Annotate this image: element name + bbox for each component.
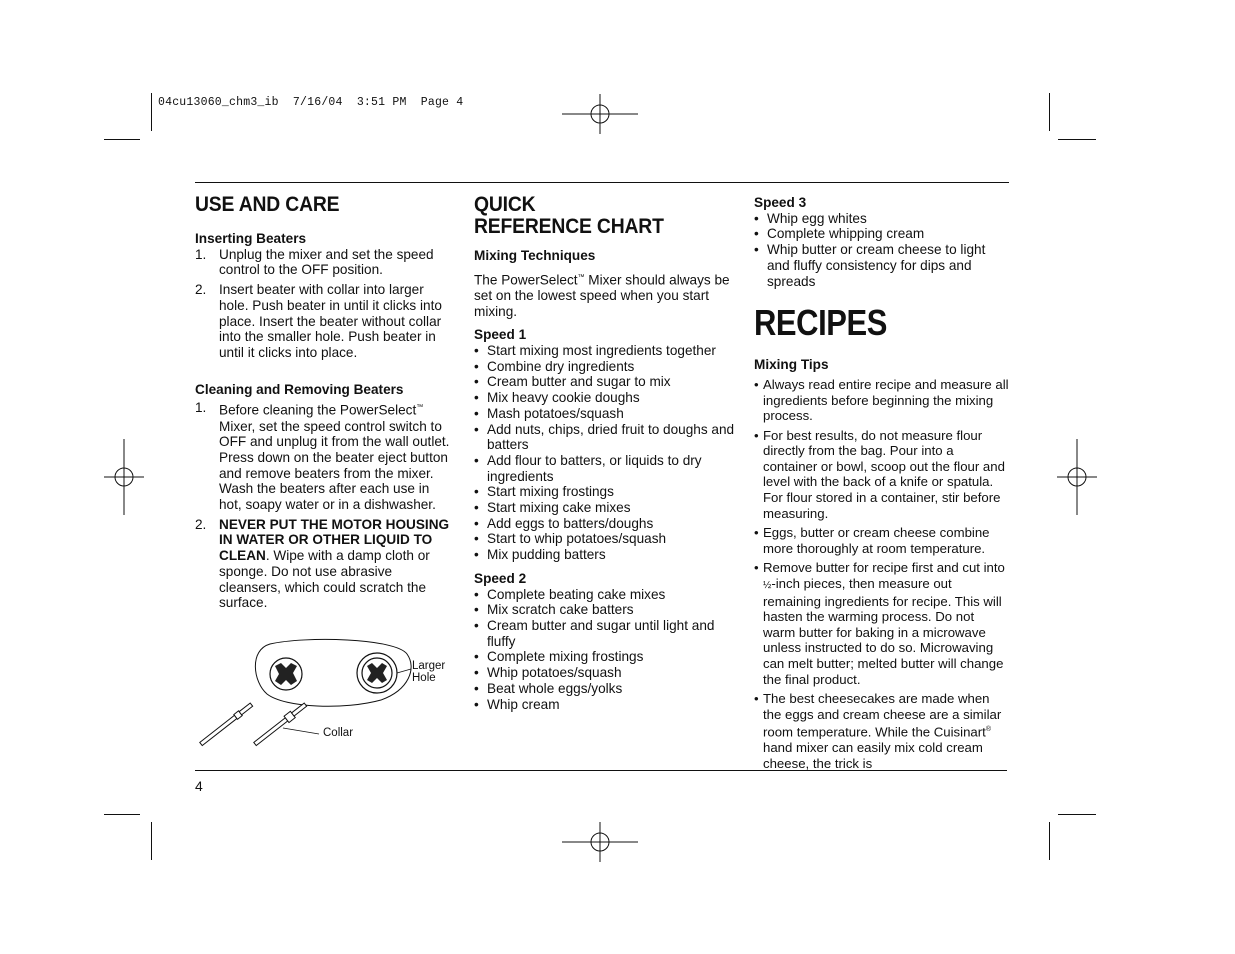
list-item: • Whip egg whites: [754, 210, 867, 226]
list-item: 2. Insert beater with collar into larger hole. Push beater in until it clicks into place. Insert the beater without collar into the smaller hole. Push beater in until it clicks into place.: [195, 282, 442, 360]
list-item: • Whip butter or cream cheese to light and fluffy consistency for dips and spreads: [754, 242, 986, 289]
larger-hole-label-line2: Hole: [412, 672, 436, 684]
cleaning-beaters-heading: Cleaning and Removing Beaters: [195, 381, 404, 397]
collar-label: Collar: [323, 727, 354, 739]
top-rule: [195, 182, 1009, 183]
list-item: • Start to whip potatoes/squash: [474, 531, 667, 547]
list-item: • Complete whipping cream: [754, 226, 925, 242]
inserting-steps: [195, 247, 450, 361]
list-item: • Cream butter and sugar to mix: [474, 374, 671, 390]
list-item: • Complete beating cake mixes: [474, 586, 666, 602]
speed-2-list: [474, 587, 739, 713]
list-item: 2. NEVER PUT THE MOTOR HOUSING IN WATER OR OTHER LIQUID TO CLEAN. Wipe with a damp cloth or sponge. Do not use abrasive cleansers, which could scratch the surface.: [195, 516, 450, 611]
list-item: • Start mixing frostings: [474, 484, 614, 500]
mixing-tips-list: [754, 377, 1009, 772]
list-item: 1. Before cleaning the PowerSelect™ Mixer, set the speed control switch to OFF and unplug it from the wall outlet. Press down on the beater eject button and remove beaters from the mixer. Wash the beaters after each use in hot, soapy water or in a dishwasher.: [195, 400, 450, 513]
use-and-care-title: USE AND CARE: [195, 192, 340, 216]
print-slug: 04cu13060_chm3_ib 7/16/04 3:51 PM Page 4: [158, 96, 464, 109]
recipes-title: RECIPES: [754, 302, 887, 344]
list-item: • Complete mixing frostings: [474, 649, 644, 665]
speed-1-heading: Speed 1: [474, 327, 527, 343]
quick-reference-column: [474, 193, 739, 712]
speed-3-list: [754, 211, 1009, 290]
page-number: 4: [195, 778, 203, 794]
list-item: • The best cheesecakes are made when the eggs and cream cheese are a similar room temperature. While the Cuisinart® hand mixer can easily mix cold cream cheese, the trick is: [754, 691, 1002, 771]
registration-mark-top: [560, 94, 640, 134]
inserting-beaters-heading: Inserting Beaters: [195, 231, 307, 246]
use-and-care-column: [195, 193, 450, 611]
registration-mark-bottom: [560, 822, 640, 862]
quick-reference-title-line2: REFERENCE CHART: [474, 214, 664, 238]
list-item: • Start mixing cake mixes: [474, 500, 631, 516]
list-item: • For best results, do not measure flour directly from the bag. Pour into a container or bowl, scoop out the flour and level with the back of a knife or spatula. For flour stored in a container, stir before measuring.: [754, 427, 1005, 521]
speed-3-heading: Speed 3: [754, 195, 807, 210]
list-item: • Mix pudding batters: [474, 547, 606, 563]
list-item: • Cream butter and sugar until light and fluffy: [474, 618, 715, 649]
mixing-techniques-heading: Mixing Techniques: [474, 248, 596, 263]
speed-1-list: [474, 343, 739, 563]
beater-diagram: [195, 636, 465, 756]
quick-reference-title-line1: QUICK: [474, 192, 536, 216]
list-item: • Add nuts, chips, dried fruit to doughs and batters: [474, 421, 735, 453]
list-item: • Beat whole eggs/yolks: [474, 680, 623, 696]
larger-hole-label-line1: Larger: [412, 660, 446, 672]
list-item: • Mix scratch cake batters: [474, 602, 634, 618]
cleaning-steps: [195, 400, 450, 611]
registration-mark-left: [104, 437, 144, 517]
list-item: • Start mixing most ingredients together: [474, 343, 716, 359]
list-item: • Whip cream: [474, 696, 560, 712]
mixing-techniques-intro: The PowerSelect™ Mixer should always be set on the lowest speed when you start mixing.: [474, 272, 730, 319]
list-item: 1. Unplug the mixer and set the speed control to the OFF position.: [195, 246, 434, 278]
list-item: • Remove butter for recipe first and cut into ½-inch pieces, then measure out remaining ingredients for recipe. This will hasten the warming process. Do not warm butter for baking in a microwave unless instructed to do so. Microwaving can melt butter; melted butter will change the final product.: [754, 560, 1005, 687]
list-item: • Always read entire recipe and measure all ingredients before beginning the mixing process.: [754, 376, 1009, 424]
recipes-column: [754, 193, 1009, 776]
list-item: • Add eggs to batters/doughs: [474, 515, 654, 531]
list-item: • Mash potatoes/squash: [474, 405, 624, 421]
list-item: • Whip potatoes/squash: [474, 665, 622, 681]
list-item: • Mix heavy cookie doughs: [474, 390, 640, 406]
registration-mark-right: [1057, 437, 1097, 517]
speed-2-heading: Speed 2: [474, 570, 527, 586]
list-item: • Add flour to batters, or liquids to dry ingredients: [474, 452, 702, 484]
list-item: • Eggs, butter or cream cheese combine more thoroughly at room temperature.: [754, 525, 990, 556]
list-item: • Combine dry ingredients: [474, 358, 635, 374]
mixing-tips-heading: Mixing Tips: [754, 357, 829, 373]
